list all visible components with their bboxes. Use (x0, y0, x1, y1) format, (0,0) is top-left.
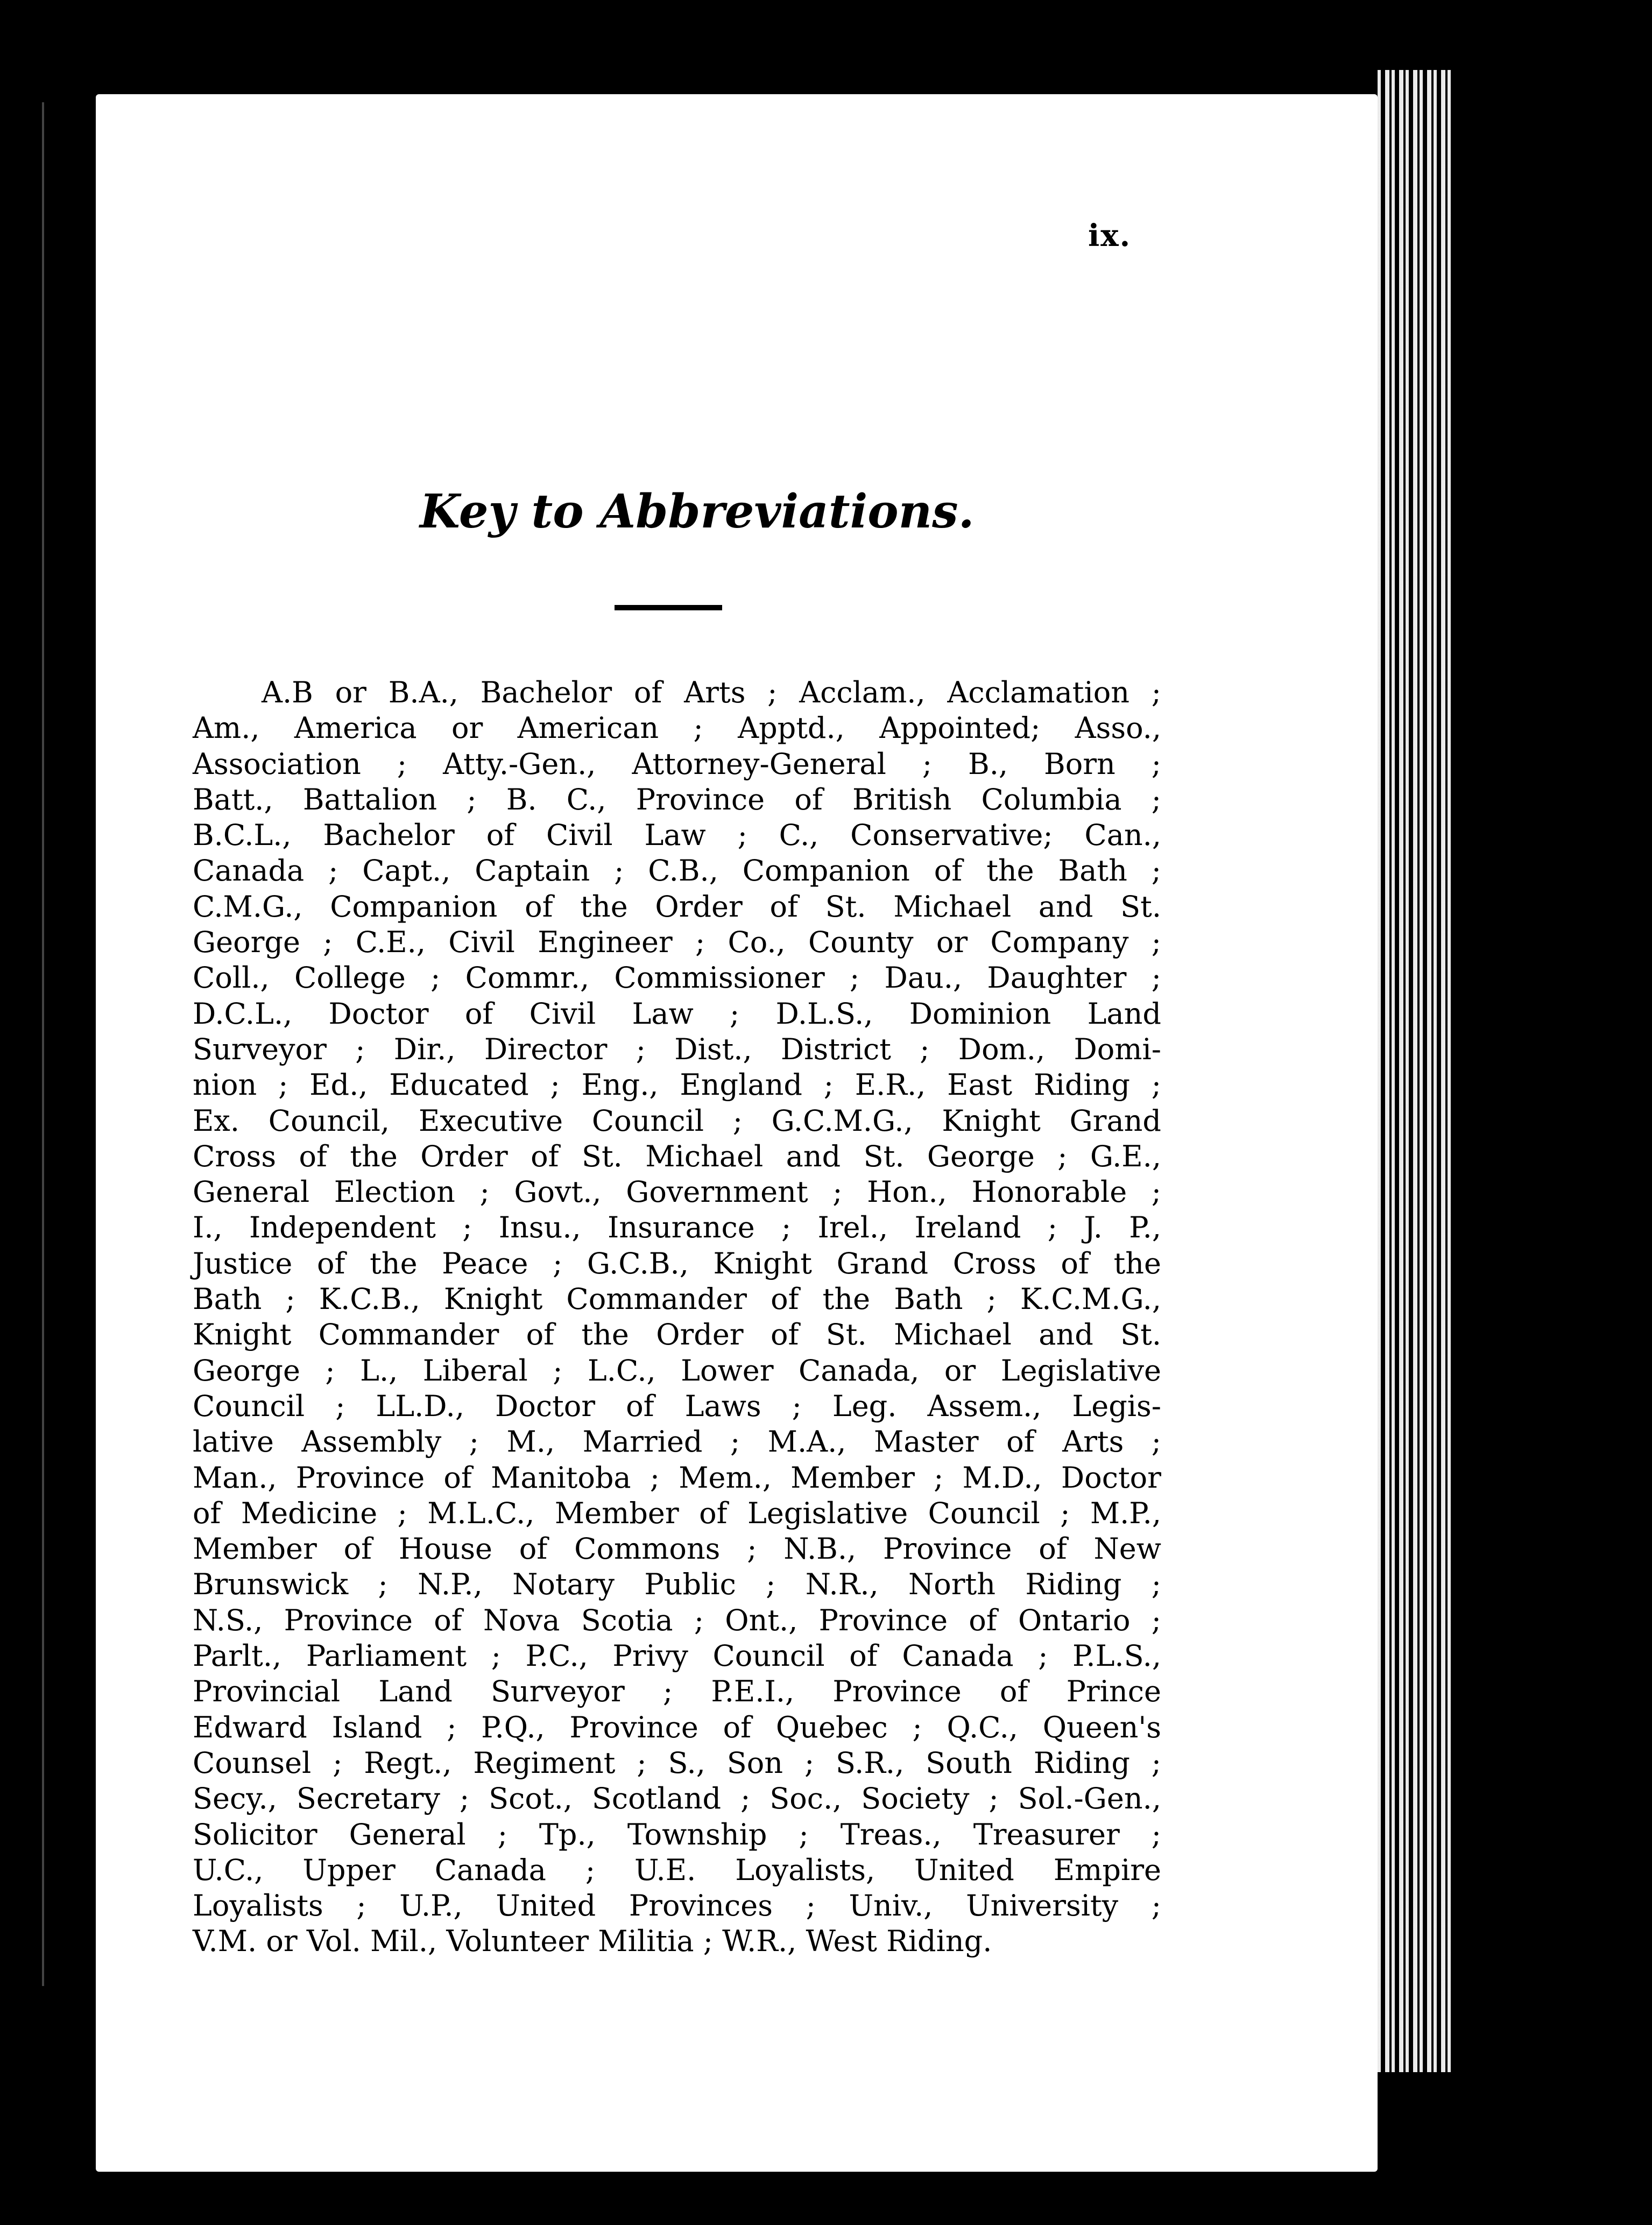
text-line: B.C.L., Bachelor of Civil Law ; C., Conservative; Can., (193, 818, 1161, 853)
text-line: I., Independent ; Insu., Insurance ; Irel., Ireland ; J. P., (193, 1210, 1161, 1245)
text-line: Knight Commander of the Order of St. Michael and St. (193, 1318, 1161, 1352)
text-line: V.M. or Vol. Mil., Volunteer Militia ; W.R., West Riding. (193, 1924, 992, 1959)
text-line: Canada ; Capt., Captain ; C.B., Companion of the Bath ; (193, 854, 1161, 888)
text-line: General Election ; Govt., Government ; Hon., Honorable ; (193, 1175, 1161, 1209)
text-line: Am., America or American ; Apptd., Appointed; Asso., (193, 711, 1161, 745)
text-line: Justice of the Peace ; G.C.B., Knight Grand Cross of the (193, 1246, 1161, 1280)
text-line: Loyalists ; U.P., United Provinces ; Univ., University ; (193, 1889, 1161, 1923)
text-line: D.C.L., Doctor of Civil Law ; D.L.S., Dominion Land (193, 996, 1161, 1031)
text-line: Member of House of Commons ; N.B., Province of New (193, 1532, 1161, 1566)
text-line: Ex. Council, Executive Council ; G.C.M.G., Knight Grand (193, 1103, 1161, 1138)
text-line: Surveyor ; Dir., Director ; Dist., District ; Dom., Domi- (193, 1032, 1161, 1066)
abbreviation-list (193, 675, 1161, 1960)
text-line: Man., Province of Manitoba ; Mem., Member ; M.D., Doctor (193, 1460, 1161, 1495)
page-number: ix. (1088, 218, 1132, 254)
text-line: nion ; Ed., Educated ; Eng., England ; E.R., East Riding ; (193, 1068, 1161, 1102)
text-line: Counsel ; Regt., Regiment ; S., Son ; S.R., South Riding ; (193, 1745, 1161, 1780)
text-line: Edward Island ; P.Q., Province of Quebec ; Q.C., Queen's (193, 1710, 1161, 1744)
page-heading: Key to Abbreviations. (420, 484, 975, 539)
text-line: Cross of the Order of St. Michael and St. George ; G.E., (193, 1139, 1161, 1173)
text-line: Coll., College ; Commr., Commissioner ; Dau., Daughter ; (193, 961, 1161, 995)
heading-rule (615, 605, 722, 610)
text-line: lative Assembly ; M., Married ; M.A., Master of Arts ; (193, 1425, 1161, 1459)
text-line: Council ; LL.D., Doctor of Laws ; Leg. Assem., Legis- (193, 1389, 1161, 1423)
text-line: of Medicine ; M.L.C., Member of Legislative Council ; M.P., (193, 1496, 1161, 1530)
text-line: Brunswick ; N.P., Notary Public ; N.R., North Riding ; (193, 1567, 1161, 1602)
text-line: Bath ; K.C.B., Knight Commander of the Bath ; K.C.M.G., (193, 1282, 1161, 1316)
left-page-edge (32, 102, 54, 1986)
text-line: Solicitor General ; Tp., Township ; Treas., Treasurer ; (193, 1817, 1161, 1851)
text-line: Provincial Land Surveyor ; P.E.I., Province of Prince (193, 1674, 1161, 1709)
page-stack-edge (1378, 70, 1453, 2072)
text-line: George ; L., Liberal ; L.C., Lower Canada, or Legislative (193, 1353, 1161, 1388)
text-line: C.M.G., Companion of the Order of St. Michael and St. (193, 889, 1161, 924)
text-line: Parlt., Parliament ; P.C., Privy Council of Canada ; P.L.S., (193, 1639, 1161, 1673)
text-line: Secy., Secretary ; Scot., Scotland ; Soc., Society ; Sol.-Gen., (193, 1782, 1161, 1816)
text-line: U.C., Upper Canada ; U.E. Loyalists, United Empire (193, 1853, 1161, 1887)
text-line: A.B or B.A., Bachelor of Arts ; Acclam., Acclamation ; (262, 675, 1161, 709)
text-line: George ; C.E., Civil Engineer ; Co., County or Company ; (193, 925, 1161, 960)
text-line: Batt., Battalion ; B. C., Province of British Columbia ; (193, 782, 1161, 816)
text-line: N.S., Province of Nova Scotia ; Ont., Province of Ontario ; (193, 1603, 1161, 1637)
text-line: Association ; Atty.-Gen., Attorney-General ; B., Born ; (193, 747, 1161, 781)
